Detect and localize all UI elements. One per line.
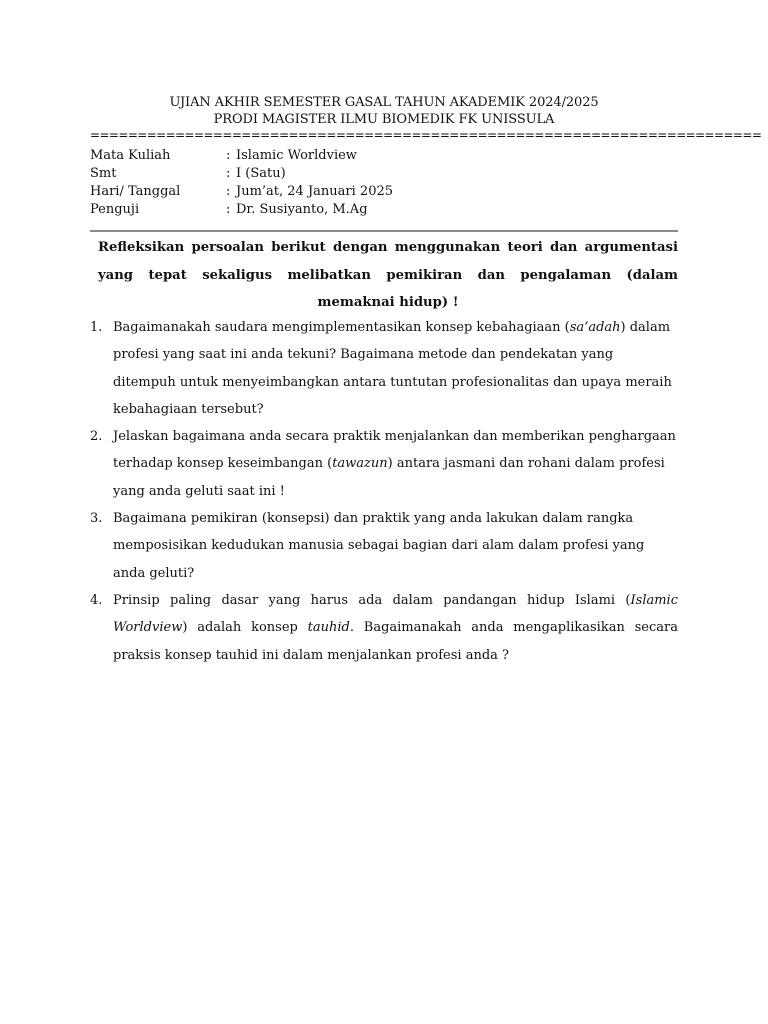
instruction-text: Refleksikan persoalan berikut dengan menggunakan teori dan argumentasi yang tepat sekaligus melibatkan pemikiran dan pengalaman (dalam memaknai hidup) ! [98,240,678,310]
question-item [90,423,678,505]
info-label: Hari/ Tanggal [90,184,181,199]
info-label: Penguji [90,202,140,217]
info-row-semester [90,165,393,183]
horizontal-rule [90,230,678,232]
question-text [113,314,678,423]
question-term-italic: Islamic Worldview [113,592,678,636]
question-number: 4. [90,592,103,608]
info-value: Jum’at, 24 Januari 2025 [236,184,394,199]
question-text [113,587,678,669]
info-value: Dr. Susiyanto, M.Ag [236,202,368,217]
question-text-part: Jelaskan bagaimana anda secara praktik menjalankan dan memberikan penghargaan terhadap konsep keseimbangan ( [113,429,676,472]
question-number: 1. [90,320,103,335]
info-row-date [90,183,393,201]
info-row-course [90,147,393,165]
question-term-italic: tawazun [332,456,388,472]
question-text-part: ) antara jasmani dan rohani dalam profesi yang anda geluti saat ini ! [113,456,665,499]
info-value: Islamic Worldview [236,148,357,163]
question-item [90,587,678,669]
exam-info-block [90,147,393,219]
info-colon: : [226,166,231,181]
question-item [90,505,678,587]
exam-title: UJIAN AKHIR SEMESTER GASAL TAHUN AKADEMIK 2024/2025 [169,95,599,110]
info-colon: : [226,148,231,163]
question-text-part: Prinsip paling dasar yang harus ada dalam pandangan hidup Islami ( [113,592,631,608]
question-term-italic: sa’adah [569,320,621,335]
question-text [113,423,678,505]
info-colon: : [226,184,231,199]
info-row-examiner [90,201,393,219]
question-text-part: ) dalam profesi yang saat ini anda tekuni? Bagaimana metode dan pendekatan yang ditempuh untuk menyeimbangkan antara tuntutan profesionalitas dan upaya meraih kebahagiaan tersebut? [113,320,672,417]
question-item [90,314,678,423]
question-term-italic: tauhid [307,620,350,636]
question-text-part: . Bagaimanakah anda mengaplikasikan secara praksis konsep tauhid ini dalam menjalankan profesi anda ? [113,620,678,663]
question-text-part: Bagaimanakah saudara mengimplementasikan konsep kebahagiaan ( [113,320,570,335]
exam-header [90,94,678,128]
question-text-part: ) adalah konsep [182,620,308,636]
program-title: PRODI MAGISTER ILMU BIOMEDIK FK UNISSULA [213,112,555,127]
info-label: Mata Kuliah [90,148,171,163]
question-number: 3. [90,511,103,527]
info-value: I (Satu) [236,166,286,181]
question-text: Bagaimana pemikiran (konsepsi) dan praktik yang anda lakukan dalam rangka memposisikan kedudukan manusia sebagai bagian dari alam dalam profesi yang anda geluti? [113,511,645,581]
info-colon: : [226,202,231,217]
question-number: 2. [90,429,103,445]
info-label: Smt [90,166,117,181]
question-list [90,314,678,669]
separator-line: ======================================================================= [90,128,762,142]
